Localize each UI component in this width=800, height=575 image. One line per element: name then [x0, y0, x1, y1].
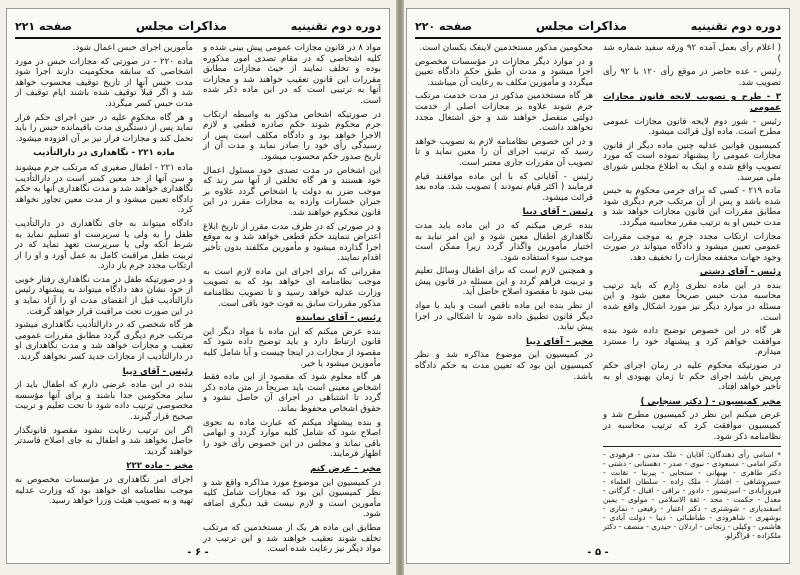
section-heading: رئیس - آقای دشتی — [699, 267, 781, 278]
paragraph: و در موارد دیگر مجازات در مؤسسات مخصوص اجرا میشود و مدت آن طبق حکم دادگاه تعیین میگردد و مأمورین مکلف به رعایت آن میباشند. — [415, 56, 593, 88]
section-heading: مخبر - عرض کنم — [310, 463, 381, 474]
right-page-column-left — [415, 43, 593, 539]
paragraph: رئیس - آقایانی که با این ماده موافقند قیام فرمایند ( اکثر قیام نمودند ) تصویب شد. ماده بعد قرائت میشود. — [415, 171, 593, 203]
paragraph: بنده عرض میکنم که این ماده با مواد دیگر این قانون ارتباط دارد و باید توضیح داده شود که مقصود از مجازات در اینجا چیست و آیا شامل کلیه مأمورین میشود یا خیر. — [203, 326, 381, 369]
paragraph: ماده ۲۱۹ - کسی که برای جرمی محکوم به حبس شده باشد و پس از آن مرتکب جرم دیگری شود مطابق مقررات این قانون مجازات خواهد شد و مدت حبس او به ترتیب مقرر محاسبه میگردد. — [603, 186, 781, 228]
section-heading: رئیس - آقای دیبا — [522, 207, 593, 218]
left-page-body — [15, 43, 381, 555]
paragraph: مقرراتی که برای اجرای این ماده لازم است به موجب نظامنامه ای خواهد بود که به تصویب وزارت عدلیه خواهد رسید و تا تصویب نظامنامه مذکور مقررات سابق به قوت خود باقی است. — [203, 266, 381, 309]
right-header-term: دوره دوم تقنینیه — [690, 19, 781, 33]
right-page-header — [415, 15, 781, 39]
left-page-folio: - ۶ - — [187, 547, 209, 558]
paragraph: رئیس - عده حاضر در موقع رأی ۱۲۰ با ۹۲ رأی تصویب شد. — [603, 67, 782, 88]
paragraph: هر گاه شخصی که در دارالتأدیب نگاهداری میشود مرتکب جرم دیگری گردد مطابق مقررات عمومی تعقیب و مجازات خواهد شد و مدت نگاهداری او در دارالتأدیب از مجازات جدید کسر نخواهد گردید. — [15, 320, 193, 363]
paragraph: بنده در این ماده نظری دارم که باید ترتیب محاسبه مدت حبس صریحاً معین شود و این مسئله در موارد دیگر نیز مورد اشکال واقع شده است. — [603, 280, 781, 323]
left-header-page-number: صفحه ۲۲۱ — [15, 19, 73, 33]
paragraph: و بنده پیشنهاد میکنم که عبارت ماده به نحوی اصلاح شود که شامل کلیه موارد گردد و ابهامی باقی نماند و مجلس در این خصوص رأی خود را اظهار فرمایند. — [203, 417, 381, 460]
book-gutter — [396, 0, 404, 575]
right-page-body — [415, 43, 781, 539]
paragraph: ماده ۲۲۰ - در صورتی که مجازات حبس در مورد اشخاصی که سابقه محکومیت دارند اجرا شود مدت حبس آنها از تاریخ توقیف محسوب خواهد شد و اگر قبلاً توقیف شده باشند ایام توقیف از مدت حبس کسر میگردد. — [15, 56, 193, 109]
left-header-term: دوره دوم تقنینیه — [290, 19, 381, 33]
section-heading: مخبر - ماده ۲۲۲ — [126, 461, 193, 472]
paragraph: رئیس - شور دوم لایحه قانون مجازات عمومی مطرح است. ماده اول قرائت میشود. — [603, 116, 781, 138]
paragraph: مواد ۸ در قانون مجازات عمومی پیش بینی شده و کلیه اشخاصی که در مقام تصدی امور مذکوره بوده و تخلف نمایند از حیث مجازات مطابق مقررات این قانون تعقیب خواهند شد و مجازات آنها به ترتیبی است که در این ماده ذکر شده است. — [203, 43, 381, 106]
paragraph: اگر این ترتیب رعایت نشود مقصود قانونگذار حاصل نخواهد شد و اطفال به جای اصلاح فاسدتر خواهند گردید. — [15, 425, 193, 457]
paragraph: این اشخاص در مدت تصدی خود مسئول اعمال خود هستند و هر گاه تخلفی از آنها سر زند که موجب ضرر به دولت یا اشخاص گردد علاوه بر جبران خسارات وارده به مجازات مقرر در این قانون محکوم خواهند شد. — [203, 165, 381, 218]
left-page-column-left — [15, 43, 193, 539]
paragraph: و در این خصوص نظامنامه لازم به تصویب خواهد رسید که ترتیب اجرای آن را معین نماید و تا تصویب آن مقررات جاری معتبر است. — [415, 136, 593, 168]
section-heading: مخبر کمیسیون - ( دکتر سنجابی ) — [640, 396, 781, 407]
paragraph: هر گاه معلوم شود که مقصود از این ماده فقط اشخاص معینی است باید صریحاً در متن ماده ذکر گردد تا اشتباهی در اجرای آن حاصل نشود و حقوق اشخاص محفوظ بماند. — [203, 372, 381, 414]
right-page — [406, 8, 790, 564]
paragraph: از نظر بنده این ماده ناقص است و باید با مواد دیگر قانون تطبیق داده شود تا اشکالی در اجرا پیش نیاید. — [415, 301, 593, 333]
section-heading: ۳ - طرح و تصویب لایحه قانون مجازات عمومی — [603, 92, 781, 113]
paragraph: در صورتیکه محکوم علیه در زمان اجرای حکم مریض باشد اجرای حکم تا زمان بهبودی او به تأخیر خواهد افتاد. — [603, 361, 781, 393]
section-heading: رئیس - آقای نماینده — [295, 313, 381, 324]
vote-footnote: * اسامی رأی دهندگان: آقایان - ملک مدنی - فرهودی - دکتر امامی - مسعودی - نبوی - صدر - دهستانی - دشتی - دکتر طاهری - بهبهانی - سنجابی - پیرنیا - نقابت - خسروشاهی - افشار - ملک زاده - سلطان العلماء - فیروزآبادی - امیرتیمور - دادور - نراقی - اقبال - گرگانی - معدل - حکمت - مجد - ثقة الاسلامی - مولوی - یمین اسفندیاری - شوشتری - دکتر اعتبار - رفیعی - نمازی - بوشهری - شاهرودی - طباطبائی - دیبا - دولت آبادی - هاشمی - وکیلی - زنجانی - اردلان - حیدری - منصف - دکتر ملکزاده - قراگزلو. — [603, 446, 781, 540]
paragraph: کمیسیون قوانین عدلیه چنین ماده دیگر از قانون مجازات عمومی را پیشنهاد نموده است که مورد تصویب واقع شده و اینک به اطلاع مجلس شورای ملی میرسد. — [603, 140, 781, 183]
paragraph: هر گاه در این خصوص توضیح داده شود بنده موافقت خواهم کرد و پیشنهاد خود را مسترد میدارم. — [603, 326, 781, 358]
right-header-page-number: صفحه ۲۲۰ — [415, 19, 473, 33]
paragraph: مطابق این ماده هر یک از مستخدمین که مرتکب تخلف شوند تعقیب خواهند شد و این ترتیب در مواد دیگر نیز رعایت شده است. — [203, 522, 381, 555]
paragraph: و در صورتی که در ظرف مدت مقرر از تاریخ ابلاغ اعتراض ننمایند حکم قطعی خواهد شد و به موقع اجرا گذارده میشود و مأمورین مکلفند بدون تأخیر اقدام نمایند. — [203, 221, 381, 264]
left-page — [6, 8, 390, 564]
paragraph: و همچنین لازم است که برای اطفال وسائل تعلیم و تربیت فراهم گردد و این مسئله در قانون پیش بینی شود تا مقصود اصلاح حاصل آید. — [415, 266, 593, 298]
paragraph: ( اعلام رأی بعمل آمده ۹۲ ورقه سفید شماره شد ) — [603, 43, 781, 64]
section-heading: رئیس - آقای دیبا — [122, 366, 193, 377]
paragraph: و در صورتیکه طفل در مدت نگاهداری رفتار خوبی از خود نشان دهد دادگاه میتواند به پیشنهاد رئیس دارالتأدیب قبل از انقضای مدت او را آزاد نماید و در این صورت تحت مراقبت قرار خواهد گرفت. — [15, 274, 193, 317]
left-page-column-right — [203, 43, 381, 555]
paragraph: ماده ۲۲۱ - اطفال صغیری که مرتکب جرم میشوند و سن آنها از حد معین کمتر است در دارالتأدیب نگاهداری خواهند شد و مدت نگاهداری آنها به حکم دادگاه تعیین میشود و از مدت معین تجاوز نخواهد کرد. — [15, 162, 193, 216]
paragraph: عرض میکنم این نظر در کمیسیون مطرح شد و کمیسیون موافقت کرد که ترتیب محاسبه در نظامنامه ذکر شود. — [603, 410, 781, 442]
section-heading: ماده ۲۲۱ - نگاهداری در دارالتأدیب — [33, 148, 175, 159]
paragraph: در صورتیکه اشخاص مذکور به واسطه ارتکاب جرم محکوم شوند حکم صادره قطعی و لازم الاجرا خواهد بود و دادگاه مکلف است پس از رسیدگی رأی خود را صادر نماید و مدت آن از تاریخ صدور حکم محسوب میشود. — [203, 109, 381, 162]
section-heading: مخبر - آقای دیبا — [526, 336, 593, 347]
paragraph: بنده عرض میکنم که در این ماده باید مدت نگاهداری اطفال معین شود و این امر نباید به اختیار مأمورین واگذار گردد زیرا ممکن است موجب سوء استفاده شود. — [415, 220, 593, 263]
right-page-folio: - ۵ - — [587, 547, 609, 558]
paragraph: مجازات ارتکاب مجدد جرم به موجب مقررات عمومی تعیین میشود و دادگاه میتواند در صورت وجود جهات مخففه مجازات را تخفیف دهد. — [603, 231, 781, 263]
paragraph: اجرای امر نگاهداری در مؤسسات مخصوص به موجب نظامنامه ای خواهد بود که وزارت عدلیه تهیه و به تصویب هیئت وزرا خواهد رسید. — [15, 474, 193, 507]
paragraph: محکومین مذکور مستخدمین لاینفک یکسان است. — [419, 43, 593, 53]
paragraph: دادگاه میتواند به جای نگاهداری در دارالتأدیب طفل را به ولی یا سرپرست او تسلیم نماید به شرط آنکه ولی یا سرپرست تعهد نماید که در تربیت طفل مراقبت کامل به عمل آورد و او را از ارتکاب مجدد جرم باز دارد. — [15, 218, 193, 272]
paragraph: در کمیسیون این موضوع مذاکره شد و نظر کمیسیون این بود که تعیین مدت به حکم دادگاه باشد. — [415, 350, 593, 382]
paragraph: و هر گاه محکوم علیه در حین اجرای حکم فرار نماید پس از دستگیری مدت باقیمانده حبس را باید تحمل کند و مجازات فرار نیز بر آن افزوده میشود. — [15, 112, 193, 144]
left-page-header — [15, 15, 381, 39]
paragraph: هر گاه مستخدمین مذکور در مدت خدمت مرتکب جرم شوند علاوه بر مجازات اصلی از خدمت دولتی منفصل خواهند شد و حق اشتغال مجدد نخواهند داشت. — [415, 91, 593, 134]
paragraph: مأمورین اجرای حبس اعمال شود. — [72, 43, 193, 53]
right-header-title: مذاکرات مجلس — [535, 19, 628, 33]
paragraph: بنده در این ماده عرضی دارم که اطفال باید از سایر محکومین جدا باشند و برای آنها مؤسسه مخصوصی ترتیب داده شود تا تحت تعلیم و تربیت صحیح قرار گیرند. — [15, 380, 193, 422]
left-header-title: مذاکرات مجلس — [135, 19, 228, 33]
right-page-column-right — [603, 43, 781, 539]
paragraph: در کمیسیون این موضوع مورد مذاکره واقع شد و نظر کمیسیون این بود که مجازات شامل کلیه مأمورین است و لازم نیست قید دیگری اضافه شود. — [203, 477, 381, 520]
